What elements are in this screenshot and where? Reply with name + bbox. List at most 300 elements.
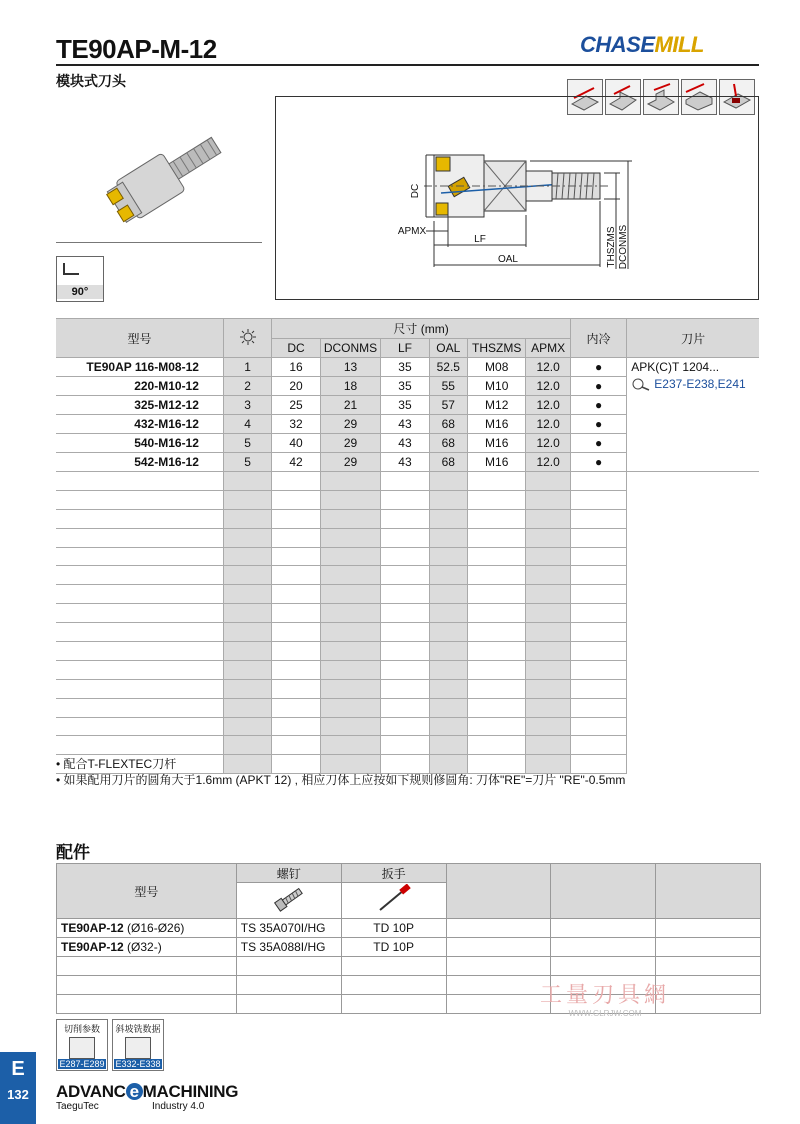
empty-cell <box>467 566 525 585</box>
ref-label: 斜坡铣数据 <box>115 1024 161 1034</box>
col-insert-header: 刀片 <box>627 319 759 358</box>
empty-cell <box>429 585 467 604</box>
empty-cell <box>223 509 271 528</box>
empty-cell <box>272 679 320 698</box>
oal-cell: 68 <box>429 453 467 472</box>
empty-cell <box>56 509 223 528</box>
angle-icon <box>63 263 79 275</box>
apmx-cell: 12.0 <box>526 415 570 434</box>
oal-cell: 55 <box>429 377 467 396</box>
empty-cell <box>320 490 381 509</box>
acc-wrench-cell: TD 10P <box>341 919 446 938</box>
empty-cell <box>429 698 467 717</box>
table-row <box>56 642 759 661</box>
col-oal-header: OAL <box>429 339 467 358</box>
coolant-cell: ● <box>570 415 626 434</box>
wrench-image-cell <box>341 883 446 919</box>
apmx-cell: 12.0 <box>526 434 570 453</box>
table-row <box>56 566 759 585</box>
acc-empty-cell <box>656 976 761 995</box>
empty-cell <box>381 623 429 642</box>
empty-cell <box>223 679 271 698</box>
empty-cell <box>429 604 467 623</box>
empty-cell <box>56 566 223 585</box>
insert-ref-line <box>631 377 759 391</box>
acc-empty-cell <box>236 976 341 995</box>
empty-cell <box>570 472 626 491</box>
apmx-cell: 12.0 <box>526 453 570 472</box>
empty-cell <box>320 547 381 566</box>
dc-cell: 16 <box>272 358 320 377</box>
acc-model-cell <box>57 938 237 957</box>
acc-model-name: TE90AP-12 <box>61 940 124 954</box>
empty-cell <box>56 642 223 661</box>
acc-col-empty <box>551 864 656 919</box>
page-subtitle: 模块式刀头 <box>56 73 126 89</box>
teeth-cell: 1 <box>223 358 271 377</box>
empty-cell <box>526 642 570 661</box>
table-row <box>56 547 759 566</box>
empty-cell <box>570 604 626 623</box>
model-cell: 220-M10-12 <box>56 377 223 396</box>
empty-cell <box>56 528 223 547</box>
empty-cell <box>381 679 429 698</box>
empty-cell <box>272 585 320 604</box>
watermark <box>540 948 670 1018</box>
empty-cell <box>272 698 320 717</box>
brand-logo-mill: MILL <box>654 32 704 57</box>
empty-cell <box>272 566 320 585</box>
empty-cell <box>320 509 381 528</box>
empty-cell <box>56 660 223 679</box>
acc-screw-cell: TS 35A088I/HG <box>236 938 341 957</box>
empty-cell <box>467 528 525 547</box>
screw-icon <box>269 884 309 914</box>
page-title: TE90AP-M-12 <box>56 34 217 64</box>
page-number: 132 <box>7 1087 29 1102</box>
note-item: • 如果配用刀片的圆角大于1.6mm (APKT 12) , 相应刀体上应按如下规则修圆角: 刀体"RE"=刀片 "RE"-0.5mm <box>56 773 626 787</box>
empty-cell <box>570 736 626 755</box>
brand-logo-chase: CHASE <box>580 32 655 57</box>
empty-cell <box>320 623 381 642</box>
dconms-cell: 29 <box>320 434 381 453</box>
empty-cell <box>467 472 525 491</box>
empty-cell <box>526 566 570 585</box>
empty-cell <box>56 547 223 566</box>
acc-empty-cell <box>446 919 551 938</box>
empty-cell <box>570 566 626 585</box>
empty-cell <box>320 698 381 717</box>
photo-rule <box>56 242 262 243</box>
ramping-data-ref[interactable] <box>112 1019 164 1071</box>
empty-cell <box>223 736 271 755</box>
approach-angle-box <box>56 256 104 302</box>
empty-cell <box>381 528 429 547</box>
thszms-cell: M12 <box>467 396 525 415</box>
empty-cell <box>223 528 271 547</box>
acc-empty-cell <box>656 938 761 957</box>
col-lf-header: LF <box>381 339 429 358</box>
col-dc-header: DC <box>272 339 320 358</box>
empty-cell <box>570 547 626 566</box>
cutting-data-ref[interactable] <box>56 1019 108 1071</box>
empty-cell <box>272 717 320 736</box>
empty-cell <box>526 472 570 491</box>
empty-cell <box>570 585 626 604</box>
empty-cell <box>56 679 223 698</box>
dimension-diagram <box>275 96 759 300</box>
empty-cell <box>381 509 429 528</box>
empty-cell <box>467 585 525 604</box>
reference-icons <box>56 1019 164 1071</box>
empty-cell <box>467 660 525 679</box>
note-item: • 配合T-FLEXTEC刀杆 <box>56 757 177 771</box>
acc-empty-cell <box>236 957 341 976</box>
empty-cell <box>429 660 467 679</box>
acc-empty-cell <box>236 995 341 1014</box>
empty-cell <box>223 717 271 736</box>
empty-cell <box>467 736 525 755</box>
empty-cell <box>381 585 429 604</box>
coolant-cell: ● <box>570 434 626 453</box>
acc-model-range: (Ø32-) <box>123 940 162 954</box>
empty-cell <box>570 642 626 661</box>
empty-cell <box>56 623 223 642</box>
empty-cell <box>320 585 381 604</box>
dconms-cell: 29 <box>320 415 381 434</box>
acc-model-range: (Ø16-Ø26) <box>123 921 185 935</box>
insert-name: APK(C)T 1204... <box>631 360 720 374</box>
insert-ref-pages[interactable]: E237-E238,E241 <box>654 377 746 391</box>
empty-cell <box>570 490 626 509</box>
empty-cell <box>381 717 429 736</box>
accessories-title: 配件 <box>56 843 90 862</box>
empty-cell <box>272 623 320 642</box>
empty-cell <box>467 604 525 623</box>
apmx-cell: 12.0 <box>526 377 570 396</box>
footer-logo-b: MACHINING <box>142 1082 239 1101</box>
empty-cell <box>429 736 467 755</box>
cutting-data-icon <box>69 1037 95 1059</box>
col-apmx-header: APMX <box>526 339 570 358</box>
model-cell: 540-M16-12 <box>56 434 223 453</box>
empty-cell <box>467 490 525 509</box>
empty-cell <box>320 717 381 736</box>
lf-cell: 35 <box>381 358 429 377</box>
empty-cell <box>223 642 271 661</box>
model-cell: 542-M16-12 <box>56 453 223 472</box>
acc-empty-cell <box>446 957 551 976</box>
empty-cell <box>429 490 467 509</box>
empty-cell <box>223 566 271 585</box>
oal-cell: 52.5 <box>429 358 467 377</box>
empty-cell <box>467 679 525 698</box>
teeth-cell: 3 <box>223 396 271 415</box>
teeth-count-icon <box>239 328 257 346</box>
empty-cell <box>320 566 381 585</box>
empty-cell <box>56 490 223 509</box>
coolant-cell: ● <box>570 453 626 472</box>
ref-pages: E332-E338 <box>115 1059 161 1069</box>
thszms-cell: M16 <box>467 434 525 453</box>
dconms-cell: 21 <box>320 396 381 415</box>
acc-empty-cell <box>656 995 761 1014</box>
dconms-cell: 13 <box>320 358 381 377</box>
empty-cell <box>223 472 271 491</box>
empty-cell <box>381 490 429 509</box>
dc-cell: 40 <box>272 434 320 453</box>
empty-cell <box>467 547 525 566</box>
product-photo <box>100 120 240 230</box>
table-row <box>56 698 759 717</box>
empty-cell <box>272 509 320 528</box>
ref-label: 切削参数 <box>63 1024 100 1034</box>
section-tab <box>0 1052 36 1124</box>
empty-cell <box>320 660 381 679</box>
acc-empty-cell <box>656 957 761 976</box>
empty-cell <box>467 509 525 528</box>
acc-model-cell <box>57 919 237 938</box>
lf-cell: 43 <box>381 453 429 472</box>
col-model-header: 型号 <box>56 319 223 358</box>
brand-logo <box>580 32 704 58</box>
empty-cell <box>381 642 429 661</box>
footer-logo-a: ADVANC <box>56 1082 126 1101</box>
acc-screw-cell: TS 35A070I/HG <box>236 919 341 938</box>
empty-cell <box>320 679 381 698</box>
acc-empty-cell <box>446 976 551 995</box>
ramping-data-icon <box>125 1037 151 1059</box>
empty-cell <box>429 547 467 566</box>
apmx-cell: 12.0 <box>526 396 570 415</box>
empty-cell <box>272 547 320 566</box>
acc-empty-cell <box>341 976 446 995</box>
table-row <box>56 623 759 642</box>
thszms-cell: M08 <box>467 358 525 377</box>
empty-cell <box>56 472 223 491</box>
footer-brand: TaeguTec <box>56 1101 99 1112</box>
oal-cell: 57 <box>429 396 467 415</box>
dimension-drawing <box>276 97 760 301</box>
approach-angle-label: 90° <box>57 285 103 299</box>
acc-empty-cell <box>57 976 237 995</box>
empty-cell <box>272 736 320 755</box>
empty-cell <box>272 528 320 547</box>
thszms-dimension-label: THSZMS <box>606 226 617 268</box>
oal-cell: 68 <box>429 434 467 453</box>
empty-cell <box>526 736 570 755</box>
dims-group-header: 尺寸 (mm) <box>272 319 571 339</box>
empty-cell <box>526 623 570 642</box>
lf-cell: 35 <box>381 396 429 415</box>
empty-cell <box>56 604 223 623</box>
empty-cell <box>381 698 429 717</box>
empty-cell <box>467 623 525 642</box>
coolant-cell: ● <box>570 358 626 377</box>
empty-cell <box>223 623 271 642</box>
empty-cell <box>429 623 467 642</box>
footer-logo-e: e <box>126 1083 143 1100</box>
dc-cell: 20 <box>272 377 320 396</box>
teeth-cell: 4 <box>223 415 271 434</box>
empty-cell <box>272 660 320 679</box>
lf-cell: 43 <box>381 415 429 434</box>
notes <box>56 756 625 788</box>
empty-cell <box>570 528 626 547</box>
table-row <box>56 679 759 698</box>
teeth-cell: 2 <box>223 377 271 396</box>
empty-cell <box>429 566 467 585</box>
empty-cell <box>320 472 381 491</box>
empty-cell <box>526 490 570 509</box>
insert-cell <box>627 358 759 472</box>
empty-cell <box>223 547 271 566</box>
table-row <box>57 919 761 938</box>
empty-cell <box>570 623 626 642</box>
acc-col-screw-header: 螺钉 <box>236 864 341 883</box>
empty-cell <box>526 585 570 604</box>
empty-cell <box>570 698 626 717</box>
coolant-cell: ● <box>570 396 626 415</box>
section-letter: E <box>11 1058 25 1080</box>
empty-cell <box>570 660 626 679</box>
empty-cell <box>429 509 467 528</box>
empty-cell <box>223 585 271 604</box>
empty-cell <box>526 679 570 698</box>
watermark-url: WWW.GLRJW.COM <box>568 1009 642 1018</box>
empty-cell <box>467 642 525 661</box>
footer-logo <box>56 1082 238 1102</box>
acc-empty-cell <box>446 995 551 1014</box>
acc-empty-cell <box>341 957 446 976</box>
lf-cell: 35 <box>381 377 429 396</box>
table-row <box>56 585 759 604</box>
empty-cell <box>381 547 429 566</box>
col-teeth-header <box>223 319 271 358</box>
teeth-cell: 5 <box>223 434 271 453</box>
acc-col-model-header: 型号 <box>57 864 237 919</box>
catalog-ref-icon <box>631 377 651 391</box>
empty-cell <box>272 490 320 509</box>
teeth-cell: 5 <box>223 453 271 472</box>
empty-cell <box>381 736 429 755</box>
empty-cell <box>526 698 570 717</box>
empty-cell <box>223 660 271 679</box>
empty-cell <box>526 604 570 623</box>
dc-cell: 42 <box>272 453 320 472</box>
ref-pages: E287-E289 <box>59 1059 105 1069</box>
empty-cell <box>381 566 429 585</box>
model-cell: TE90AP 116-M08-12 <box>56 358 223 377</box>
empty-cell <box>570 679 626 698</box>
empty-cell <box>381 604 429 623</box>
acc-empty-cell <box>57 957 237 976</box>
empty-cell <box>467 698 525 717</box>
empty-cell <box>429 528 467 547</box>
empty-cell <box>381 472 429 491</box>
empty-cell <box>320 736 381 755</box>
empty-cell <box>526 547 570 566</box>
dc-cell: 32 <box>272 415 320 434</box>
empty-cell <box>272 472 320 491</box>
dconms-cell: 18 <box>320 377 381 396</box>
empty-cell <box>429 679 467 698</box>
dconms-dimension-label: DCONMS <box>618 224 629 270</box>
empty-cell <box>381 660 429 679</box>
thszms-cell: M16 <box>467 453 525 472</box>
table-row <box>56 604 759 623</box>
thszms-cell: M16 <box>467 415 525 434</box>
footer-tagline: Industry 4.0 <box>152 1101 205 1112</box>
coolant-cell: ● <box>570 377 626 396</box>
empty-cell <box>272 604 320 623</box>
dconms-cell: 29 <box>320 453 381 472</box>
empty-cell <box>570 509 626 528</box>
empty-cell <box>56 736 223 755</box>
empty-cell <box>272 642 320 661</box>
empty-cell <box>320 642 381 661</box>
table-row <box>56 490 759 509</box>
acc-model-name: TE90AP-12 <box>61 921 124 935</box>
wrench-icon <box>374 884 414 914</box>
empty-cell <box>320 528 381 547</box>
table-row <box>56 736 759 755</box>
empty-cell <box>320 604 381 623</box>
table-row <box>56 472 759 491</box>
table-row <box>56 660 759 679</box>
model-cell: 432-M16-12 <box>56 415 223 434</box>
acc-col-empty <box>446 864 551 919</box>
apmx-cell: 12.0 <box>526 358 570 377</box>
col-coolant-header: 内冷 <box>570 319 626 358</box>
lf-dimension-label: LF <box>474 234 486 245</box>
table-row <box>56 528 759 547</box>
lf-cell: 43 <box>381 434 429 453</box>
acc-wrench-cell: TD 10P <box>341 938 446 957</box>
model-cell: 325-M12-12 <box>56 396 223 415</box>
apmx-dimension-label: APMX <box>397 226 427 237</box>
empty-cell <box>429 472 467 491</box>
table-row <box>56 358 759 377</box>
watermark-text: 工量刃具網 <box>540 982 671 1007</box>
oal-dimension-label: OAL <box>497 254 519 265</box>
empty-cell <box>56 717 223 736</box>
empty-cell <box>526 717 570 736</box>
col-thszms-header: THSZMS <box>467 339 525 358</box>
empty-cell <box>429 717 467 736</box>
empty-cell <box>526 509 570 528</box>
thszms-cell: M10 <box>467 377 525 396</box>
acc-col-empty <box>656 864 761 919</box>
table-row <box>56 717 759 736</box>
empty-cell <box>570 717 626 736</box>
acc-empty-cell <box>551 919 656 938</box>
acc-empty-cell <box>341 995 446 1014</box>
acc-empty-cell <box>446 938 551 957</box>
empty-cell <box>526 528 570 547</box>
col-dconms-header: DCONMS <box>320 339 381 358</box>
dc-dimension-label: DC <box>410 183 421 199</box>
acc-empty-cell <box>57 995 237 1014</box>
product-table <box>56 318 759 774</box>
screw-image-cell <box>236 883 341 919</box>
empty-cell <box>223 490 271 509</box>
empty-cell <box>467 717 525 736</box>
dc-cell: 25 <box>272 396 320 415</box>
table-row <box>56 509 759 528</box>
title-rule <box>56 64 759 66</box>
oal-cell: 68 <box>429 415 467 434</box>
